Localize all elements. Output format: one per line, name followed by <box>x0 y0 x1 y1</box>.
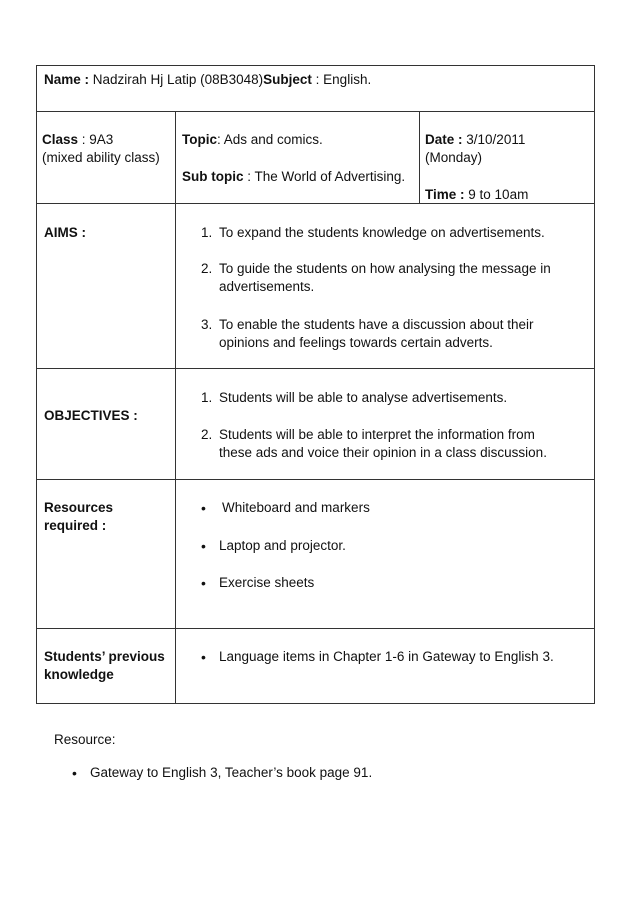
previous-knowledge-row <box>37 629 594 703</box>
lesson-plan-table <box>36 65 595 704</box>
aims-item-text: To guide the students on how analysing the message in <box>219 261 551 276</box>
aims-item-text: advertisements. <box>219 279 315 294</box>
name-subject-line <box>44 71 371 89</box>
aims-item-text: To enable the students have a discussion about their <box>219 317 534 332</box>
objectives-content-cell <box>175 369 594 479</box>
subject-label: Subject <box>263 72 312 87</box>
aims-item-number: 2. <box>201 261 213 276</box>
aims-item-number: 1. <box>201 225 213 240</box>
time-value: 9 to 10am <box>468 187 529 202</box>
objectives-item-text: Students will be able to analyse advertisements. <box>219 390 508 405</box>
aims-row <box>37 204 594 369</box>
resources-item-text: Laptop and projector. <box>219 538 346 553</box>
name-label: Name : <box>44 72 90 87</box>
previous-knowledge-label-line1: Students’ previous <box>44 649 165 664</box>
bullet-icon: • <box>201 500 206 516</box>
class-value: : 9A3 <box>81 132 114 147</box>
objectives-row <box>37 369 594 480</box>
subject-value: : English. <box>315 72 372 87</box>
time-label: Time : <box>425 187 465 202</box>
resources-item-text: Exercise sheets <box>219 575 315 590</box>
resource-footer-item-text: Gateway to English 3, Teacher’s book page 91. <box>90 765 373 780</box>
previous-knowledge-item-text: Language items in Chapter 1-6 in Gateway to English 3. <box>219 649 554 664</box>
bullet-icon: • <box>201 649 206 665</box>
resources-label-cell <box>37 480 175 628</box>
resources-content-cell <box>175 480 594 628</box>
objectives-item-text: Students will be able to interpret the information from <box>219 427 535 442</box>
resources-row <box>37 480 594 629</box>
date-label: Date : <box>425 132 463 147</box>
class-note: (mixed ability class) <box>42 150 160 165</box>
topic-cell <box>175 112 419 203</box>
bullet-icon: • <box>201 538 206 554</box>
aims-label: AIMS : <box>44 225 86 240</box>
aims-item-text: To expand the students knowledge on advertisements. <box>219 225 545 240</box>
subtopic-value: : The World of Advertising. <box>247 169 406 184</box>
previous-knowledge-label-line2: knowledge <box>44 667 114 682</box>
aims-item-text: opinions and feelings towards certain adverts. <box>219 335 493 350</box>
name-value: Nadzirah Hj Latip (08B3048) <box>92 72 264 87</box>
previous-knowledge-content-cell <box>175 629 594 703</box>
name-subject-row <box>37 66 594 112</box>
objectives-label: OBJECTIVES : <box>44 408 138 423</box>
date-cell <box>419 112 594 203</box>
date-value: 3/10/2011 <box>466 132 526 147</box>
class-cell <box>37 112 175 203</box>
aims-item-number: 3. <box>201 317 213 332</box>
objectives-label-cell <box>37 369 175 479</box>
bullet-icon: • <box>201 575 206 591</box>
subtopic-label: Sub topic <box>182 169 244 184</box>
resources-label-line2: required : <box>44 518 107 533</box>
objectives-item-number: 1. <box>201 390 213 405</box>
objectives-item-number: 2. <box>201 427 213 442</box>
resources-label-line1: Resources <box>44 500 114 515</box>
class-label: Class <box>42 132 79 147</box>
class-topic-date-row <box>37 112 594 204</box>
topic-value: : Ads and comics. <box>217 132 323 147</box>
resources-item-text: Whiteboard and markers <box>222 500 370 515</box>
resource-heading: Resource: <box>54 732 116 747</box>
aims-content-cell <box>175 204 594 368</box>
bullet-icon: • <box>72 765 77 781</box>
date-day: (Monday) <box>425 150 483 165</box>
objectives-item-text: these ads and voice their opinion in a class discussion. <box>219 445 547 460</box>
topic-label: Topic <box>182 132 217 147</box>
previous-knowledge-label-cell <box>37 629 175 703</box>
aims-label-cell <box>37 204 175 368</box>
